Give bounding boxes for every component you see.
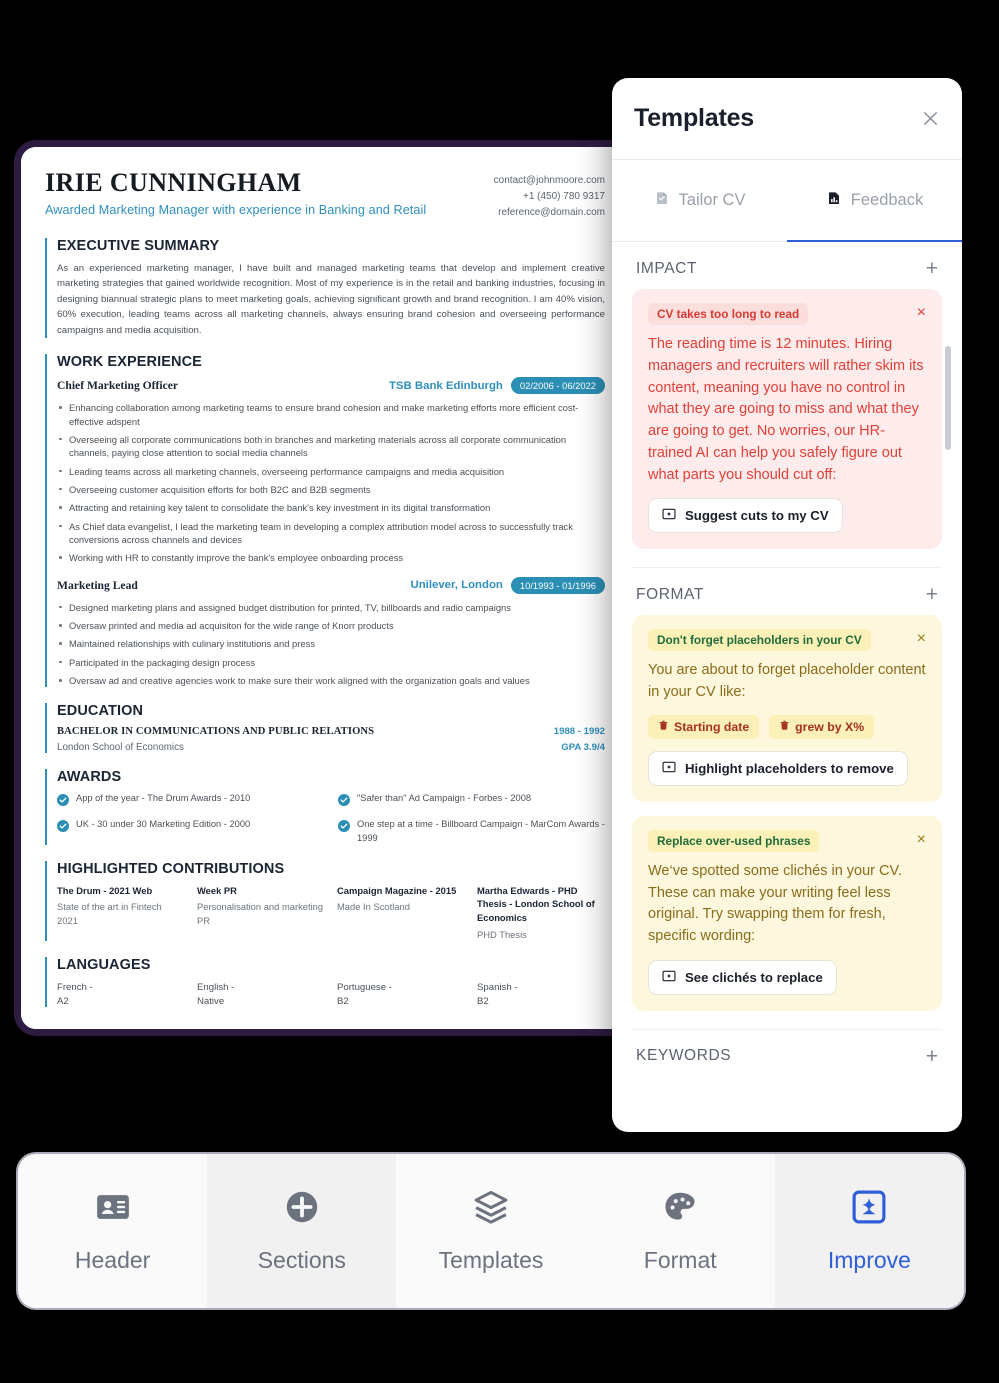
job-bullets xyxy=(57,401,605,564)
card-header xyxy=(648,629,926,651)
card-header xyxy=(648,830,926,852)
contribution-desc: Personalisation and marketing PR xyxy=(197,901,324,926)
close-icon[interactable] xyxy=(921,109,940,128)
plus-icon[interactable]: + xyxy=(925,583,938,607)
list-item xyxy=(197,980,325,1007)
cv-contact-block xyxy=(494,169,605,222)
panel-header xyxy=(612,78,962,160)
sparkle-square-icon xyxy=(662,760,676,777)
page-title: Templates xyxy=(634,104,755,132)
contribution-title: The Drum - 2021 Web xyxy=(57,884,153,896)
education-school: London School of Economics xyxy=(57,742,184,754)
language-level: B2 xyxy=(477,996,489,1008)
nav-label: Templates xyxy=(438,1247,544,1273)
section-title: AWARDS xyxy=(57,769,122,786)
education-gpa: GPA 3.9/4 xyxy=(561,742,605,754)
contribution-desc: Made In Scotland xyxy=(337,901,410,913)
status-badge: Don't forget placeholders in your CV xyxy=(648,629,871,651)
list-item: As Chief data evangelist, I lead the marketing team in developing a complex attribution model across to successfully track conversions across channels and devices xyxy=(57,520,605,547)
list-item: Attracting and retaining key talent to consolidate the bank's key investment in its digital transformation xyxy=(57,501,605,514)
list-item xyxy=(57,818,324,844)
job-company: Unilever, London xyxy=(410,579,503,592)
job-dates-badge: 02/2006 - 06/2022 xyxy=(511,377,605,394)
feedback-card-placeholders[interactable] xyxy=(632,615,942,802)
list-item xyxy=(57,792,324,811)
button-label: Highlight placeholders to remove xyxy=(685,760,894,776)
group-label: IMPACT xyxy=(636,259,698,277)
list-item: Leading teams across all marketing channels, overseeing performance campaigns and media acquisition xyxy=(57,465,605,478)
plus-icon[interactable]: + xyxy=(925,1044,938,1068)
education-years: 1988 - 1992 xyxy=(553,726,605,738)
chart-document-icon xyxy=(826,190,842,211)
list-item xyxy=(477,884,605,942)
contribution-title: Week PR xyxy=(197,884,237,896)
cv-preview-card[interactable] xyxy=(14,140,638,1036)
panel-scrollbar-thumb[interactable] xyxy=(945,346,951,450)
section-title: WORK EXPERIENCE xyxy=(57,354,202,371)
group-header-format[interactable] xyxy=(612,568,962,615)
contribution-title: Campaign Magazine - 2015 xyxy=(337,884,457,896)
nav-item-improve[interactable] xyxy=(775,1154,964,1308)
job-entry[interactable] xyxy=(57,577,605,688)
tab-label: Feedback xyxy=(850,190,924,209)
list-item: Maintained relationships with culinary institutions and press xyxy=(57,637,605,650)
cv-contact-email: contact@johnmoore.com xyxy=(493,175,605,186)
placeholder-chip[interactable] xyxy=(769,715,874,739)
list-item xyxy=(57,884,185,942)
document-check-icon xyxy=(654,190,670,211)
dismiss-icon[interactable]: × xyxy=(916,830,926,848)
status-badge: Replace over-used phrases xyxy=(648,830,819,852)
feedback-card-impact[interactable] xyxy=(632,289,942,549)
summary-text: As an experienced marketing manager, I have built and managed marketing teams that develop and implement creative marketing strategies that gained worldwide recognition. Most of my experience is in the retail and banking industries, focusing in designing biannual strategic plans to meet marketing goals, achieving significant growth and brand recognition. I am 40% vision, 60% execution, leading teams across all marketing channels, always ensuring brand cohesion and overseeing performance campaigns and media acquisition. xyxy=(57,262,605,336)
feedback-card-cliches[interactable] xyxy=(632,816,942,1011)
check-circle-icon xyxy=(338,793,350,811)
id-card-icon xyxy=(94,1188,132,1231)
list-item: Designed marketing plans and assigned budget distribution for printed, TV, billboards and radio campaigns xyxy=(57,601,605,614)
list-item: Working with HR to constantly improve the bank's employee onboarding process xyxy=(57,551,605,564)
cv-name: IRIE CUNNINGHAM xyxy=(45,168,302,197)
contribution-desc: PHD Thesis xyxy=(477,928,527,940)
cv-section-languages[interactable] xyxy=(45,957,605,1007)
button-label: Suggest cuts to my CV xyxy=(685,508,829,524)
job-entry[interactable] xyxy=(57,377,605,564)
sparkle-square-icon xyxy=(850,1188,888,1231)
education-row xyxy=(57,742,605,753)
spacer xyxy=(612,802,962,816)
placeholder-chip[interactable] xyxy=(648,715,759,739)
language-name: Spanish - xyxy=(477,982,518,994)
list-item xyxy=(338,792,605,811)
list-item xyxy=(337,884,465,942)
trash-icon xyxy=(658,720,669,734)
cv-section-highlighted-contributions[interactable] xyxy=(45,861,605,942)
tab-feedback[interactable] xyxy=(787,160,962,242)
contribution-desc: State of the art in Fintech 2021 xyxy=(57,901,162,926)
award-text: UK - 30 under 30 Marketing Edition - 2000 xyxy=(76,819,251,830)
list-item: Participated in the packaging design process xyxy=(57,656,605,669)
panel-content xyxy=(612,242,962,1132)
nav-item-format[interactable] xyxy=(586,1154,775,1308)
education-degree: BACHELOR IN COMMUNICATIONS AND PUBLIC RELATIONS xyxy=(57,726,375,738)
group-label: FORMAT xyxy=(636,585,704,603)
list-item: Enhancing collaboration among marketing teams to ensure brand cohesion and make marketing efforts more efficient cost-effective adspent xyxy=(57,401,605,428)
language-level: A2 xyxy=(57,996,69,1008)
panel-tabs xyxy=(612,160,962,242)
job-header xyxy=(57,577,605,594)
card-body-text: You are about to forget placeholder content in your CV like: xyxy=(648,662,926,700)
tab-label: Tailor CV xyxy=(678,191,746,209)
list-item xyxy=(477,980,605,1007)
check-circle-icon xyxy=(338,819,350,837)
job-meta xyxy=(389,377,605,394)
dismiss-icon[interactable]: × xyxy=(916,630,926,648)
group-header-impact[interactable] xyxy=(612,242,962,289)
plus-circle-icon xyxy=(283,1188,321,1231)
language-name: English - xyxy=(197,982,235,994)
list-item: Oversaw printed and media ad acquisiton for the wide range of Knorr products xyxy=(57,619,605,632)
education-row xyxy=(57,726,605,737)
cv-header xyxy=(45,169,605,222)
cv-section-executive-summary[interactable] xyxy=(45,238,605,339)
list-item xyxy=(197,884,325,942)
job-role: Chief Marketing Officer xyxy=(57,379,179,393)
nav-item-header[interactable] xyxy=(18,1154,207,1308)
language-level: Native xyxy=(197,996,225,1008)
award-text: "Safer than" Ad Campaign - Forbes - 2008 xyxy=(357,793,532,804)
templates-feedback-panel[interactable] xyxy=(612,78,962,1132)
plus-icon[interactable]: + xyxy=(925,257,938,280)
nav-item-sections[interactable] xyxy=(207,1154,396,1308)
languages-grid xyxy=(57,980,605,1007)
section-title: EXECUTIVE SUMMARY xyxy=(57,237,220,254)
cv-section-education[interactable] xyxy=(45,703,605,753)
card-header xyxy=(648,303,926,325)
language-level: B2 xyxy=(337,996,349,1008)
chip-label: Starting date xyxy=(674,719,750,734)
sparkle-square-icon xyxy=(662,969,676,986)
cv-contact-phone: +1 (450) 780 9317 xyxy=(522,191,605,203)
section-title: LANGUAGES xyxy=(57,957,151,974)
placeholder-chip-row xyxy=(648,715,926,739)
palette-icon xyxy=(661,1188,699,1231)
bottom-navigation-bar xyxy=(16,1152,966,1310)
list-item xyxy=(57,980,185,1007)
cv-tagline: Awarded Marketing Manager with experience in Banking and Retail xyxy=(45,203,427,218)
contribution-title: Martha Edwards - PHD Thesis - London School of Economics xyxy=(477,884,595,923)
language-name: Portuguese - xyxy=(337,982,392,994)
awards-grid xyxy=(57,792,605,844)
highlight-placeholders-button[interactable] xyxy=(648,751,908,786)
see-cliches-button[interactable] xyxy=(648,960,837,995)
list-item: Overseeing all corporate communications both in branches and marketing materials across all corporate communication channels, paying close attention to social media channels xyxy=(57,433,605,460)
chip-label: grew by X% xyxy=(795,719,865,734)
nav-label: Sections xyxy=(257,1247,346,1273)
job-role: Marketing Lead xyxy=(57,578,138,592)
dismiss-icon[interactable]: × xyxy=(916,304,926,321)
trash-icon xyxy=(779,720,790,734)
card-body-text: We‘ve spotted some clichés in your CV. These can make your writing feel less original. Try swapping them for fresh, specific wording: xyxy=(648,862,902,944)
list-item: Oversaw ad and creative agencies work to make sure their work aligned with the organization goals and values xyxy=(57,674,605,687)
card-body-text: The reading time is 12 minutes. Hiring managers and recruiters will rather skim its content, meaning you have no control in what they are going to miss and what they are going to get. No worries, our HR-trained AI can help you safely figure out what parts you should cut off: xyxy=(648,336,924,483)
section-title: EDUCATION xyxy=(57,703,144,720)
language-name: French - xyxy=(57,982,93,994)
status-badge: CV takes too long to read xyxy=(648,303,808,325)
group-header-keywords[interactable] xyxy=(612,1030,962,1077)
section-title: HIGHLIGHTED CONTRIBUTIONS xyxy=(57,860,285,877)
cv-document xyxy=(21,147,631,1029)
cv-section-awards[interactable] xyxy=(45,769,605,844)
contributions-grid xyxy=(57,884,605,942)
job-company: TSB Bank Edinburgh xyxy=(388,379,503,392)
layers-icon xyxy=(472,1188,510,1231)
cv-identity xyxy=(45,169,426,217)
list-item xyxy=(337,980,465,1007)
sparkle-square-icon xyxy=(662,507,676,524)
job-bullets xyxy=(57,601,605,688)
list-item: Overseeing customer acquisition efforts for both B2C and B2B segments xyxy=(57,483,605,496)
nav-item-templates[interactable] xyxy=(396,1154,585,1308)
award-text: App of the year - The Drum Awards - 2010 xyxy=(76,793,251,804)
nav-label: Format xyxy=(643,1247,717,1273)
tab-tailor-cv[interactable] xyxy=(612,160,787,242)
job-header xyxy=(57,377,605,394)
award-text: One step at a time - Billboard Campaign - MarCom Awards - 1999 xyxy=(357,819,605,843)
cv-section-work-experience[interactable] xyxy=(45,354,605,687)
cv-contact-reference: reference@domain.com xyxy=(498,207,605,219)
suggest-cuts-button[interactable] xyxy=(648,498,843,533)
check-circle-icon xyxy=(57,793,69,811)
button-label: See clichés to replace xyxy=(685,969,823,985)
job-meta xyxy=(410,577,605,594)
nav-label: Improve xyxy=(827,1247,911,1273)
job-dates-badge: 10/1993 - 01/1996 xyxy=(511,577,605,594)
nav-label: Header xyxy=(74,1247,151,1273)
list-item xyxy=(338,818,605,844)
check-circle-icon xyxy=(57,819,69,837)
group-label: KEYWORDS xyxy=(636,1047,732,1065)
